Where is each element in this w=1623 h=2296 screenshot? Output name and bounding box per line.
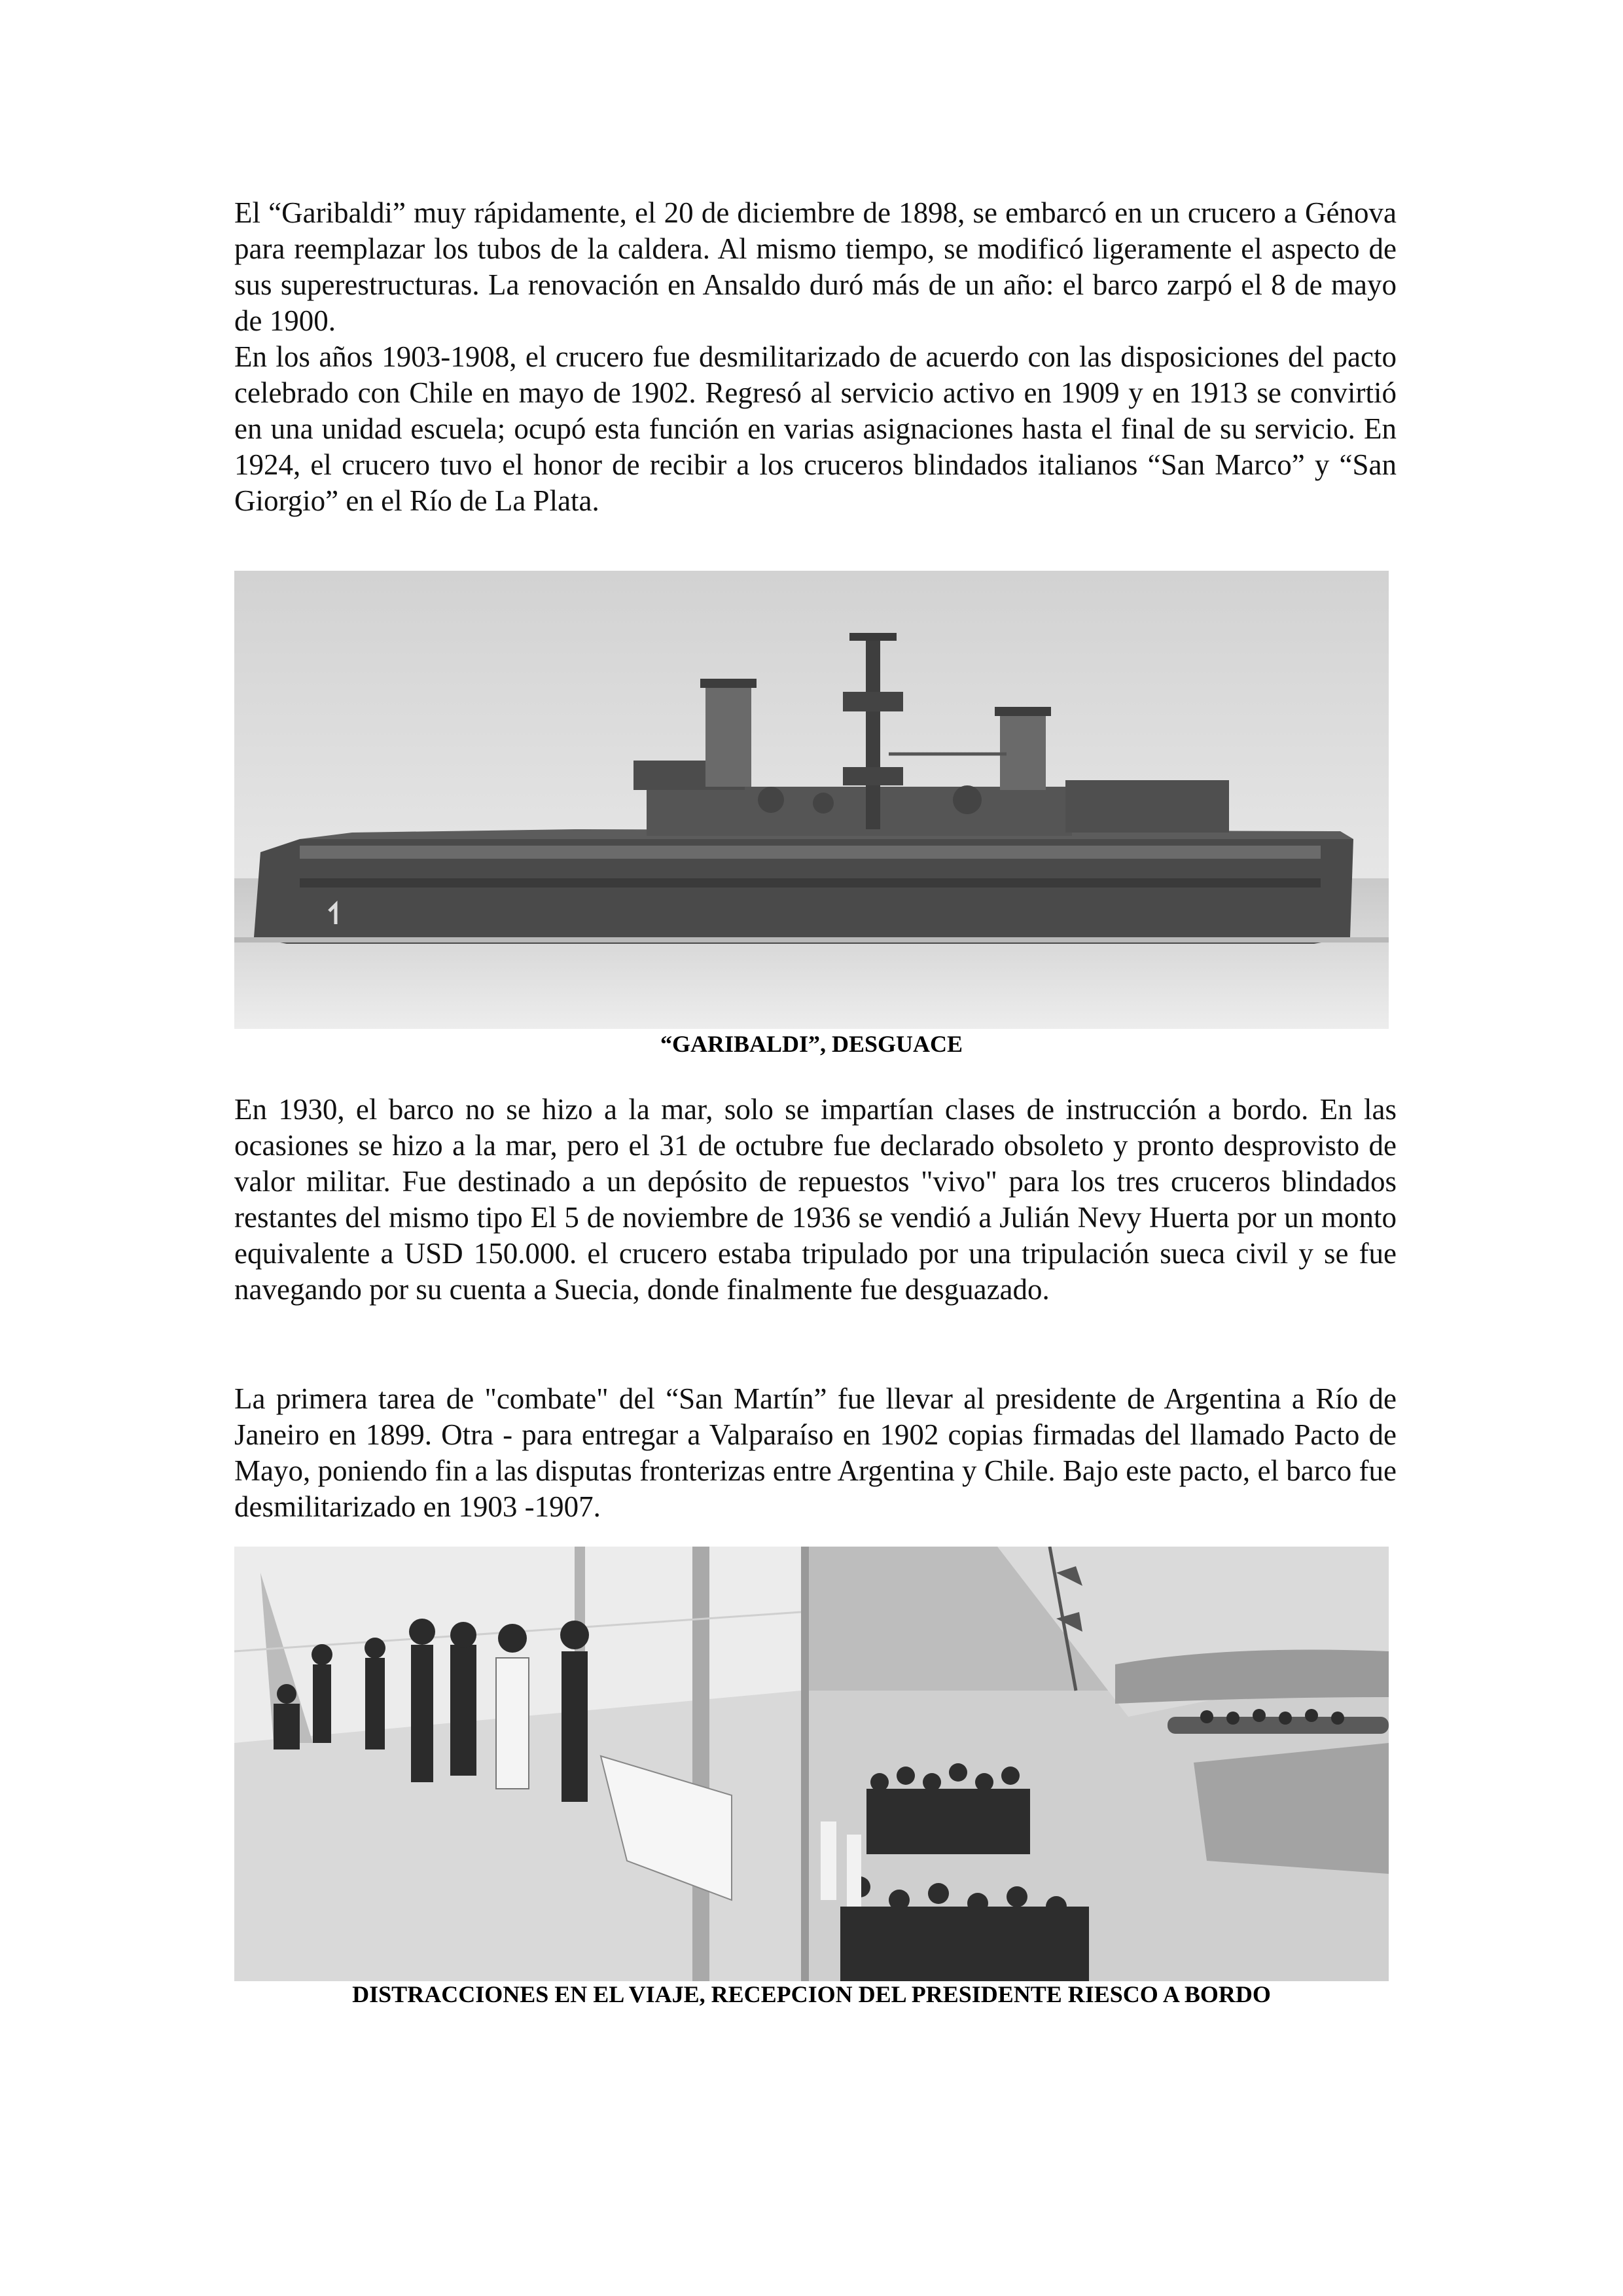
paragraph-desmilitarization: En los años 1903-1908, el crucero fue desmilitarizado de acuerdo con las disposiciones del pacto celebrado con Chile en mayo de 1902. Regresó al servicio activo en 1909 y en 1913 se convirtió en una unidad escuela; ocupó esta función en varias asignaciones hasta el final de su servicio. En 1924, el crucero tuvo el honor de recibir a los cruceros blindados italianos “San Marco” y “San Giorgio” en el Río de La Plata. <box>234 340 1397 517</box>
paragraph-san-martin: La primera tarea de "combate" del “San Martín” fue llevar al presidente de Argentina a Río de Janeiro en 1899. Otra - para entregar a Valparaíso en 1902 copias firmadas del llamado Pacto de Mayo, poniendo fin a las disputas fronterizas entre Argentina y Chile. Bajo este pacto, el barco fue desmilitarizado en 1903 -1907. <box>234 1382 1397 1523</box>
caption-ship: “GARIBALDI”, DESGUACE <box>660 1031 963 1057</box>
caption-deck: DISTRACCIONES EN EL VIAJE, RECEPCION DEL PRESIDENTE RIESCO A BORDO <box>352 1981 1271 2007</box>
paragraph-garibaldi-renovation: El “Garibaldi” muy rápidamente, el 20 de diciembre de 1898, se embarcó en un crucero a Génova para reemplazar los tubos de la caldera. Al mismo tiempo, se modificó ligeramente el aspecto de sus superestructuras. La renovación en Ansaldo duró más de un año: el barco zarpó el 8 de mayo de 1900. <box>234 196 1397 337</box>
president-reception-photo <box>801 1547 1389 1981</box>
ship-scrapping-photo <box>234 571 1389 1029</box>
deck-distractions-photo <box>234 1547 801 1981</box>
paragraph-decommission: En 1930, el barco no se hizo a la mar, solo se impartían clases de instrucción a bordo. En las ocasiones se hizo a la mar, pero el 31 de octubre fue declarado obsoleto y pronto desprovisto de valor militar. Fue destinado a un depósito de repuestos "vivo" para los tres cruceros blindados restantes del mismo tipo El 5 de noviembre de 1936 se vendió a Julián Nevy Huerta por un monto equivalente a USD 150.000. el crucero estaba tripulado por una tripulación sueca civil y se fue navegando por su cuenta a Suecia, donde finalmente fue desguazado. <box>234 1093 1397 1306</box>
